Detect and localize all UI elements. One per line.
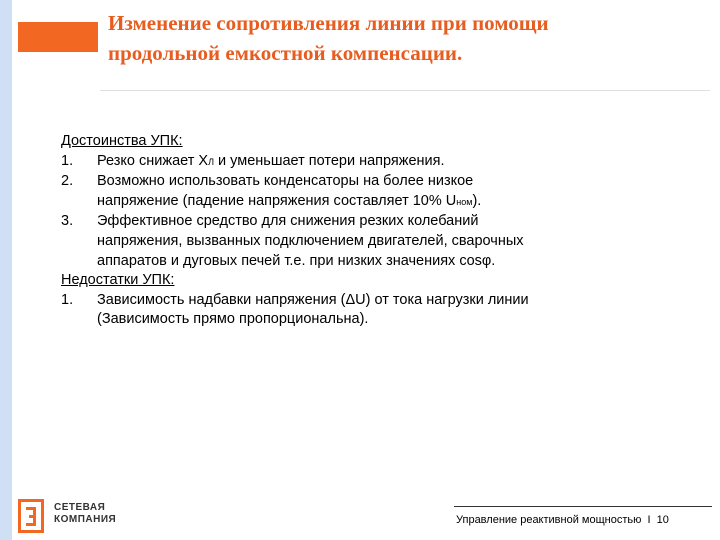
footer-separator: I [647, 514, 651, 526]
item-number: 2. [61, 173, 74, 190]
item-number: 1. [61, 291, 74, 308]
title-line-1: Изменение сопротивления линии при помощи [108, 11, 549, 35]
list-item [61, 152, 701, 173]
footer-title: Управление реактивной мощностью [456, 514, 642, 526]
orange-title-block [18, 22, 98, 52]
subscript: Л [208, 156, 214, 167]
item-line [97, 192, 701, 213]
logo-line-1: СЕТЕВАЯ [54, 502, 106, 513]
list-item [61, 212, 701, 271]
item-text-part: и уменьшает потери напряжения. [213, 152, 445, 169]
item-text [97, 291, 701, 330]
disadvantages-header: Недостатки УПК: [61, 272, 175, 289]
slide-body [61, 132, 701, 330]
item-text [97, 172, 701, 212]
item-line: Возможно использовать конденсаторы на более низкое [97, 173, 474, 190]
footer [456, 514, 669, 526]
subscript: ном [456, 196, 473, 207]
title-divider [100, 90, 710, 91]
item-number: 3. [61, 213, 74, 230]
list-item [61, 172, 701, 212]
advantages-header: Достоинства УПК: [61, 133, 183, 149]
item-line: Зависимость надбавки напряжения (ΔU) от тока нагрузки линии [97, 291, 529, 308]
logo-line-2: КОМПАНИЯ [54, 514, 117, 525]
item-line: аппаратов и дуговых печей т.е. при низких значениях cosφ. [97, 252, 496, 269]
slide-title [108, 8, 708, 68]
item-line: Эффективное средство для снижения резких колебаний [97, 213, 479, 230]
item-text-part: Резко снижает X [97, 152, 209, 169]
item-text [97, 152, 701, 173]
company-logo-icon [18, 499, 44, 533]
title-line-2: продольной емкостной компенсации. [108, 41, 463, 65]
logo-glyph [26, 507, 36, 526]
item-line: напряжения, вызванных подключением двигателей, сварочных [97, 232, 524, 249]
footer-divider [454, 506, 712, 507]
page-number: 10 [656, 514, 669, 526]
company-logo-text [54, 502, 116, 526]
left-accent-bar [0, 0, 12, 540]
item-text-part: ). [472, 192, 482, 209]
list-item [61, 291, 701, 330]
item-text [97, 212, 701, 271]
item-text-part: напряжение (падение напряжения составляет 10% U [97, 192, 457, 209]
item-line: (Зависимость прямо пропорциональна). [97, 311, 369, 328]
item-number: 1. [61, 152, 74, 169]
